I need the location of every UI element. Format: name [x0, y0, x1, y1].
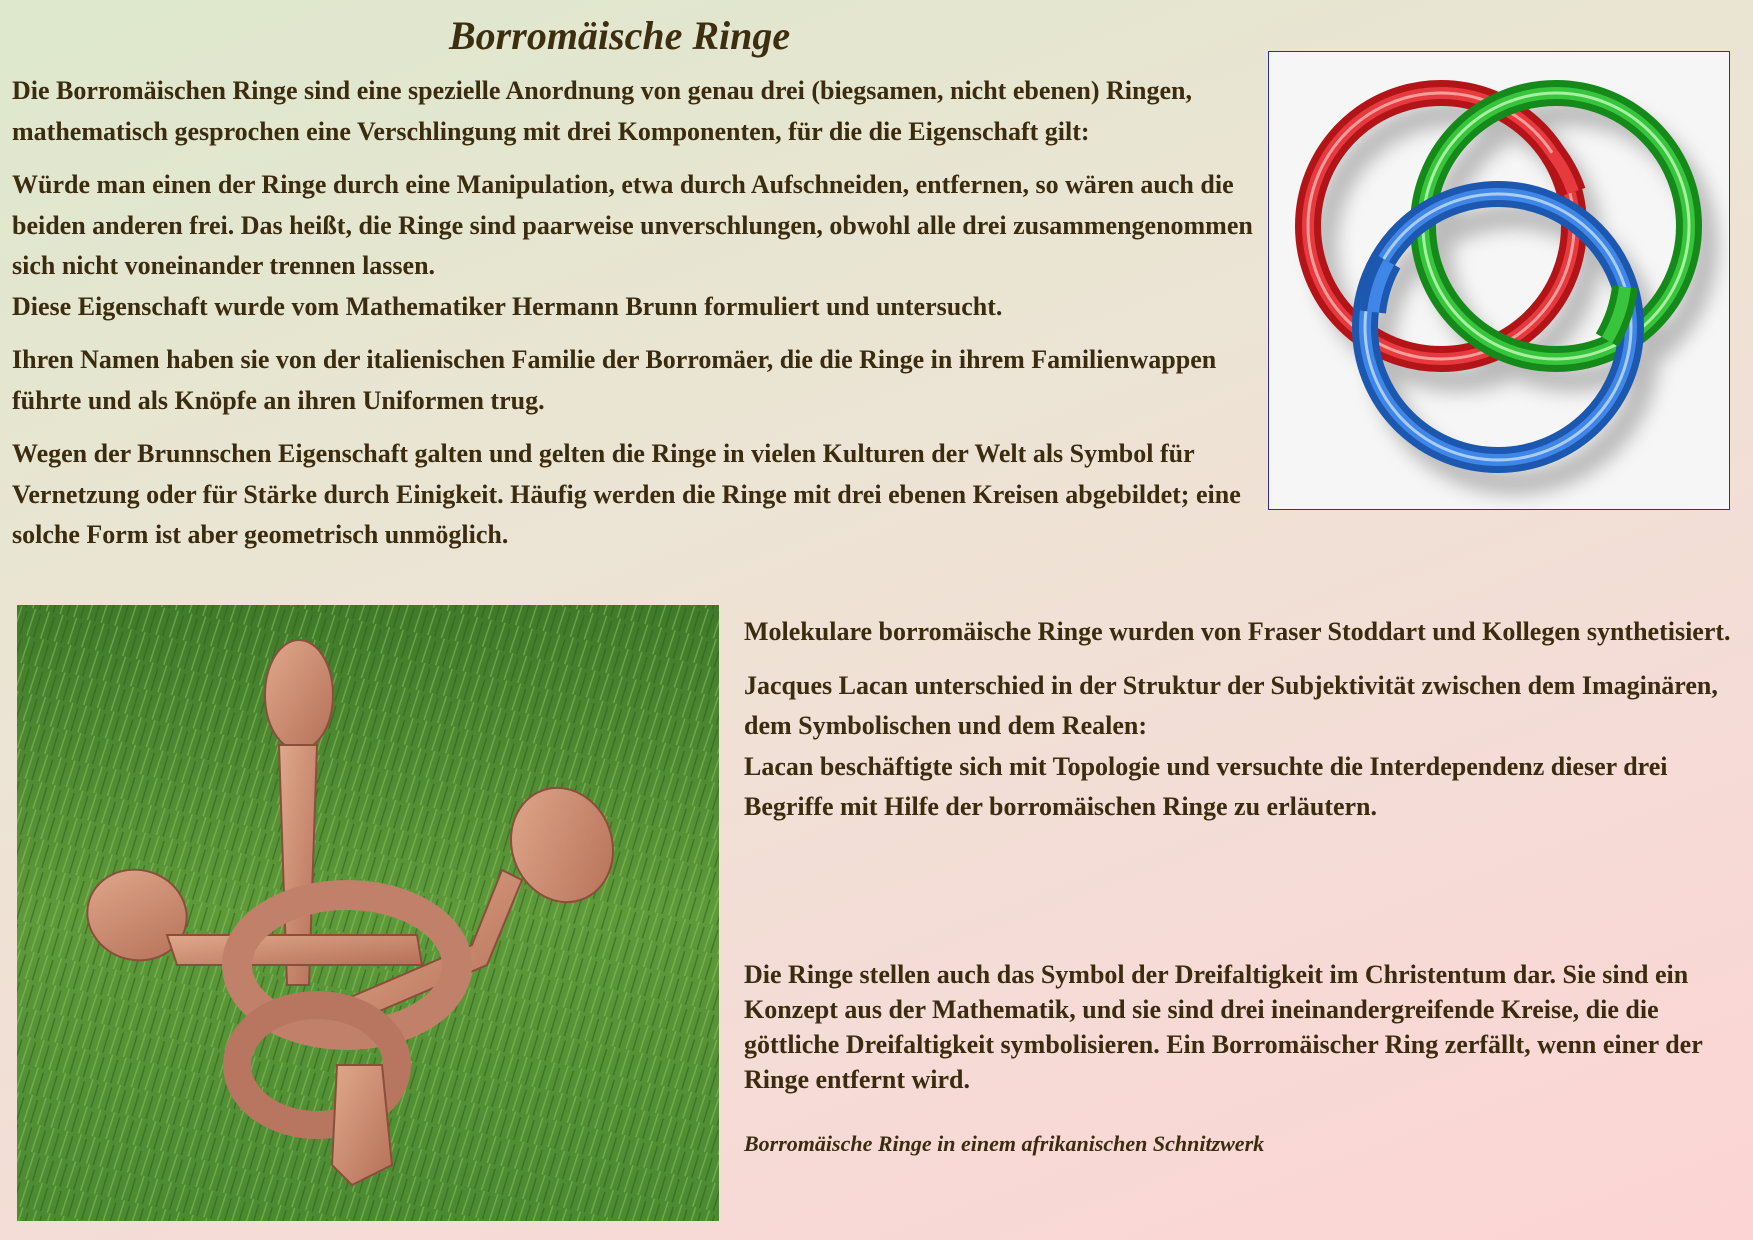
african-carving-photo	[17, 605, 719, 1221]
property-text: Würde man einen der Ringe durch eine Manipulation, etwa durch Aufschneiden, entfernen, so wären auch die beiden anderen frei. Das heißt, die Ringe sind paarweise unverschlungen, obwohl alle drei zusammengenommen sich nicht voneinander trennen lassen.	[12, 170, 1253, 280]
borromean-rings-icon	[1269, 52, 1728, 508]
intro-paragraph-definition: Die Borromäischen Ringe sind eine spezielle Anordnung von genau drei (biegsamen, nicht ebenen) Ringen, mathematisch gesprochen eine Verschlingung mit drei Komponenten, für die die Eigenschaft gilt:	[12, 76, 1192, 146]
brunn-text: Diese Eigenschaft wurde vom Mathematiker Hermann Brunn formuliert und untersucht.	[12, 291, 1003, 321]
borromean-rings-image	[1268, 51, 1730, 510]
right-text	[744, 612, 1734, 828]
lacan-paragraph	[744, 666, 1734, 828]
photo-caption: Borromäische Ringe in einem afrikanischen Schnitzwerk	[744, 1131, 1265, 1156]
intro-paragraph-name-origin: Ihren Namen haben sie von der italienischen Familie der Borromäer, die die Ringe in ihrem Familienwappen führte und als Knöpfe an ihren Uniformen trug.	[12, 345, 1217, 415]
intro-paragraph-property	[12, 165, 1262, 327]
molecular-rings-paragraph: Molekulare borromäische Ringe wurden von Fraser Stoddart und Kollegen synthetisiert.	[744, 617, 1731, 646]
trinity-paragraph: Die Ringe stellen auch das Symbol der Dreifaltigkeit im Christentum dar. Sie sind ein Konzept aus der Mathematik, und sie sind drei ineinandergreifende Kreise, die die göttliche Dreifaltigkeit symbolisieren. Ein Borromäischer Ring zerfällt, wenn einer der Ringe entfernt wird.	[744, 960, 1703, 1094]
page-title: Borromäische Ringe	[449, 13, 791, 58]
lacan-intro-text: Jacques Lacan unterschied in der Struktur der Subjektivität zwischen dem Imaginären, dem Symbolischen und dem Realen:	[744, 670, 1718, 740]
intro-paragraph-symbolism: Wegen der Brunnschen Eigenschaft galten und gelten die Ringe in vielen Kulturen der Welt als Symbol für Vernetzung oder für Stärke durch Einigkeit. Häufig werden die Ringe mit drei ebenen Kreisen abgebildet; eine solche Form ist aber geometrisch unmöglich.	[12, 439, 1241, 549]
intro-text	[12, 71, 1262, 569]
lacan-topology-text: Lacan beschäftigte sich mit Topologie und versuchte die Interdependenz dieser drei Begriffe mit Hilfe der borromäischen Ringe zu erläutern.	[744, 751, 1668, 821]
